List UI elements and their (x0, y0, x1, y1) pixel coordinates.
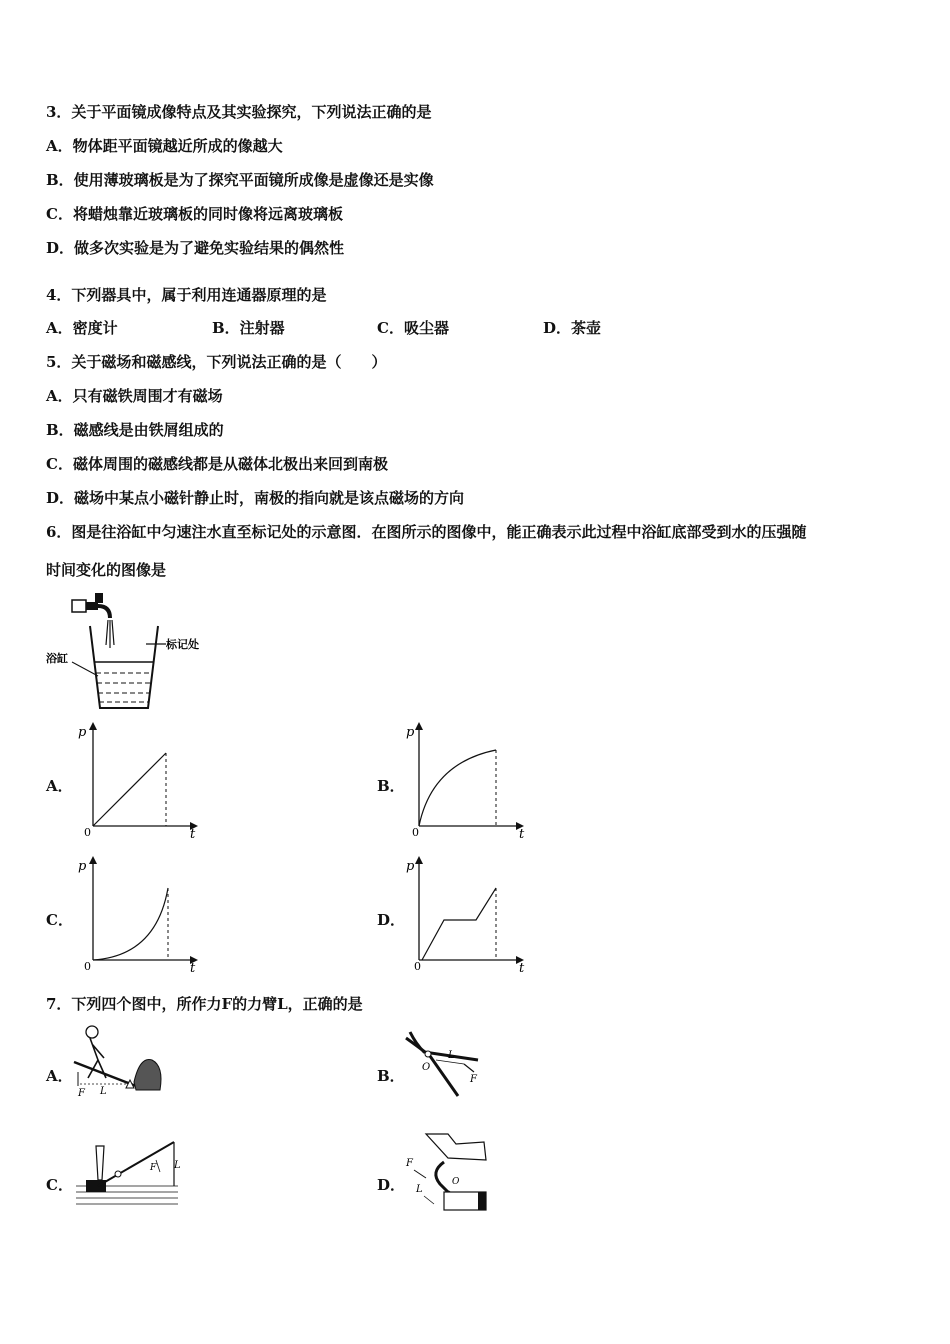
q5-stem: 5．关于磁场和磁感线，下列说法正确的是（ ） (46, 353, 387, 371)
q6-option-b-label: B． (377, 777, 405, 795)
x-axis-label: t (190, 827, 196, 842)
x-axis-label: t (519, 827, 525, 842)
lever-bar (98, 1142, 174, 1186)
upper-part (426, 1134, 486, 1160)
q6-stem-line1: 6．图是往浴缸中匀速注水直至标记处的示意图．在图所示的图像中，能正确表示此过程中浴缸底部受到水的压强随 (46, 523, 807, 541)
q4-option-a: A．密度计 (46, 319, 118, 337)
origin-label: 0 (84, 960, 91, 973)
post (96, 1146, 104, 1180)
rock-icon (134, 1059, 161, 1090)
y-axis-label: p (78, 725, 87, 740)
y-axis-arrow-icon (89, 856, 97, 864)
q7-stem: 7．下列四个图中，所作力F的力臂L，正确的是 (46, 995, 363, 1013)
q7-option-a-label: A． (46, 1067, 73, 1085)
bathtub-figure (46, 590, 216, 715)
q6-stem-line2: 时间变化的图像是 (46, 561, 167, 579)
q6-option-a-label: A． (46, 777, 73, 795)
q4-option-d: D．茶壶 (543, 319, 602, 337)
water-stream (106, 620, 114, 648)
graph-curve (422, 888, 496, 960)
pivot-icon (115, 1171, 121, 1177)
q3-option-c: C．将蜡烛靠近玻璃板的同时像将远离玻璃板 (46, 205, 343, 223)
graph-d (404, 852, 534, 976)
graph-c (78, 852, 208, 976)
arm-label: L (448, 1050, 455, 1061)
crowbar (74, 1062, 136, 1086)
x-axis-label: t (519, 961, 525, 976)
graph-curve (93, 753, 166, 826)
q3-option-b: B．使用薄玻璃板是为了探究平面镜所成像是虚像还是实像 (46, 171, 434, 189)
y-axis-arrow-icon (415, 856, 423, 864)
q5-option-c: C．磁体周围的磁感线都是从磁体北极出来回到南极 (46, 455, 388, 473)
q7-figure-a (70, 1022, 165, 1100)
q5-option-b: B．磁感线是由铁屑组成的 (46, 421, 224, 439)
base-cap (478, 1192, 486, 1210)
q7-option-c-label: C． (46, 1176, 73, 1194)
faucet-body (86, 602, 98, 610)
q5-option-a: A．只有磁铁周围才有磁场 (46, 387, 223, 405)
y-axis-arrow-icon (89, 722, 97, 730)
plier-handle (410, 1032, 478, 1060)
force-label: F (470, 1074, 477, 1085)
y-axis-arrow-icon (415, 722, 423, 730)
arm-label: L (416, 1184, 423, 1195)
q7-figure-b (402, 1028, 482, 1100)
x-axis-label: t (190, 961, 196, 976)
force-label: F (78, 1088, 85, 1099)
tub-outline (90, 626, 158, 708)
q7-figure-c (74, 1136, 184, 1214)
q3-option-d: D．做多次实验是为了避免实验结果的偶然性 (46, 239, 345, 257)
q7-figure-d (404, 1128, 494, 1216)
q3-stem: 3．关于平面镜成像特点及其实验探究，下列说法正确的是 (46, 103, 432, 121)
origin-label: 0 (412, 826, 419, 839)
pivot-icon (425, 1051, 431, 1057)
handle (436, 1162, 448, 1192)
graph-curve (93, 888, 168, 960)
force-label: F (150, 1163, 157, 1173)
q7-option-b-label: B． (377, 1067, 405, 1085)
q5-option-d: D．磁场中某点小磁针静止时，南极的指向就是该点磁场的方向 (46, 489, 465, 507)
weight-block (86, 1180, 106, 1192)
y-axis-label: p (406, 725, 415, 740)
graph-curve (419, 750, 496, 826)
y-axis-label: p (78, 859, 87, 874)
q4-stem: 4．下列器具中，属于利用连通器原理的是 (46, 286, 327, 304)
tub-label: 浴缸 (46, 652, 68, 665)
plier-handle (406, 1038, 458, 1096)
arm-label: L (100, 1086, 107, 1097)
mark-label: 标记处 (166, 638, 199, 651)
q7-option-d-label: D． (377, 1176, 406, 1194)
y-axis-label: p (406, 859, 415, 874)
force-label: F (406, 1158, 413, 1169)
q4-option-b: B．注射器 (212, 319, 285, 337)
faucet-knob (95, 593, 103, 603)
q4-option-c: C．吸尘器 (377, 319, 449, 337)
person-head-icon (86, 1026, 98, 1038)
arm-label: L (174, 1160, 181, 1171)
graph-b (404, 718, 534, 842)
origin-label: 0 (84, 826, 91, 839)
q6-option-c-label: C． (46, 911, 73, 929)
q6-option-d-label: D． (377, 911, 406, 929)
faucet-handle-icon (72, 600, 86, 612)
origin-label: 0 (414, 960, 421, 973)
pivot-label: O (422, 1062, 431, 1073)
q3-option-a: A．物体距平面镜越近所成的像越大 (46, 137, 283, 155)
pivot-label: O (452, 1177, 460, 1187)
graph-a (78, 718, 208, 842)
faucet-spout (98, 606, 110, 618)
